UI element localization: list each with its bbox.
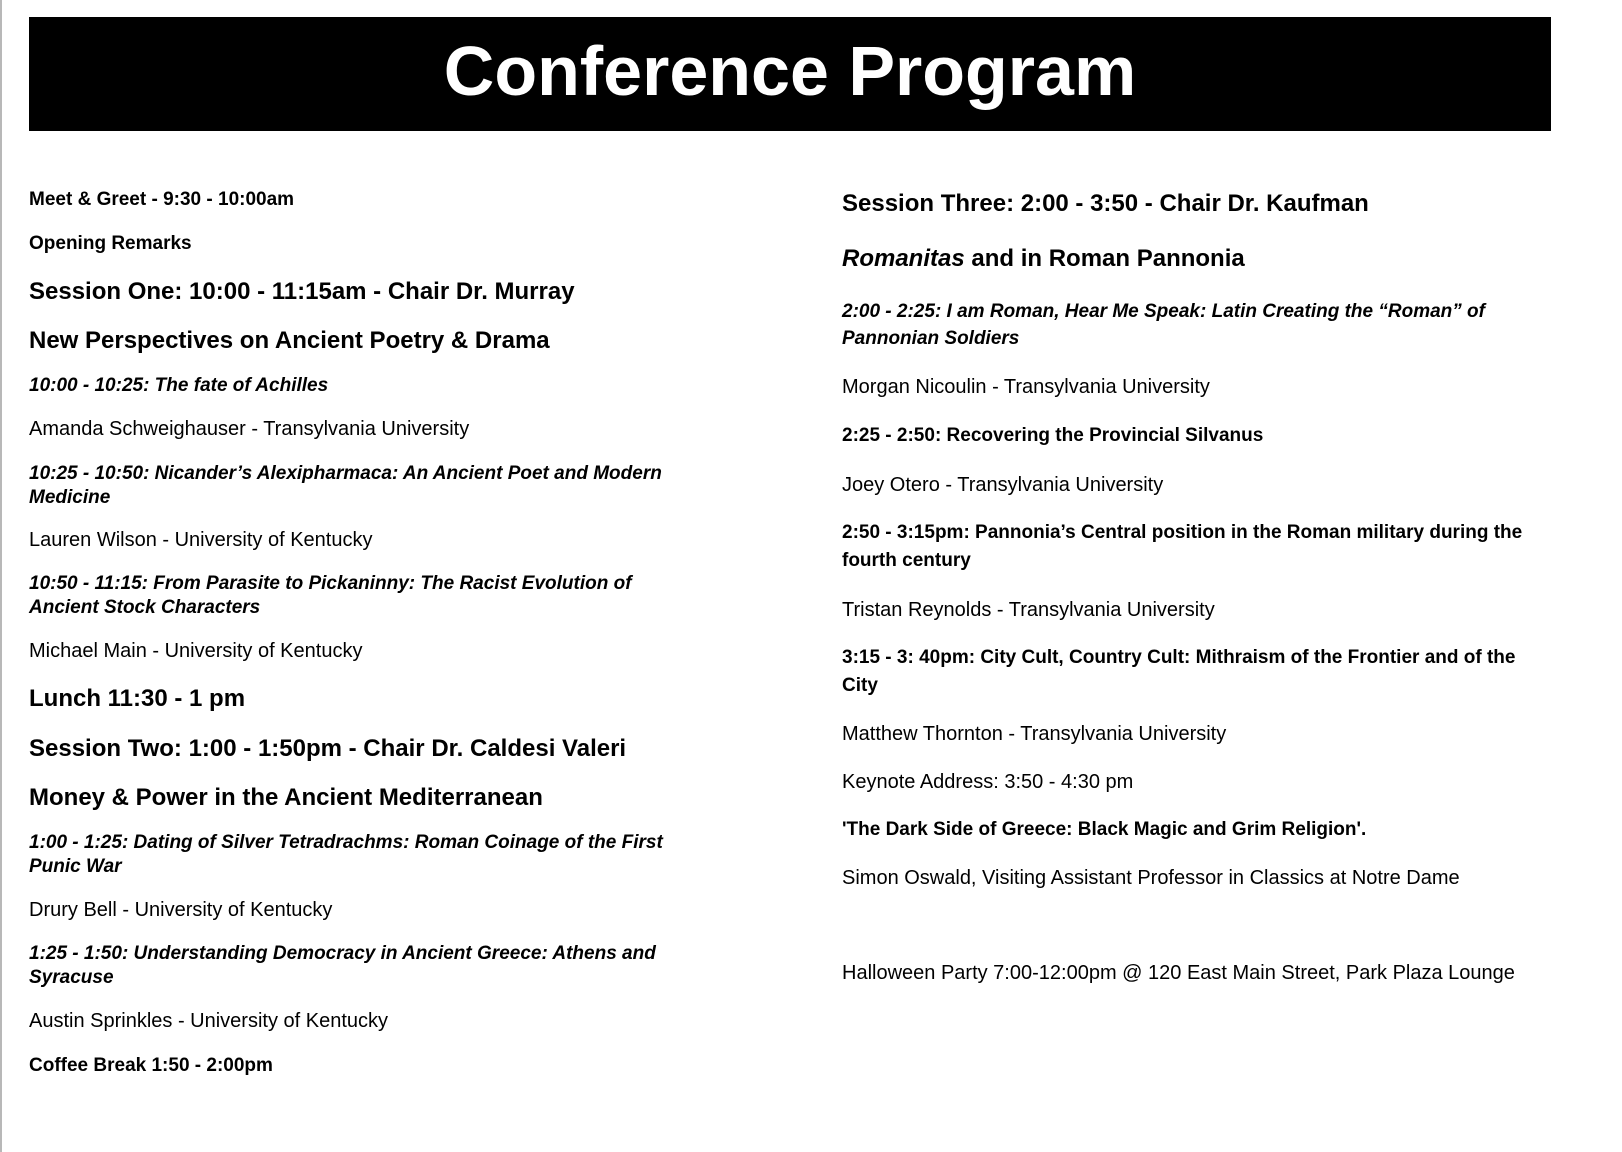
session-two-heading: Session Two: 1:00 - 1:50pm - Chair Dr. Caldesi Valeri — [29, 735, 627, 762]
session-three-heading: Session Three: 2:00 - 3:50 - Chair Dr. Kaufman — [842, 190, 1369, 217]
talk-title: 10:00 - 10:25: The fate of Achilles — [29, 375, 329, 396]
session-one-heading: Session One: 10:00 - 11:15am - Chair Dr. Murray — [29, 278, 575, 305]
talk-speaker: Lauren Wilson - University of Kentucky — [29, 529, 373, 551]
session-three-theme-rest: and in Roman Pannonia — [964, 245, 1245, 272]
talk-title: 2:25 - 2:50: Recovering the Provincial Silvanus — [842, 425, 1264, 446]
session-three-theme-italic: Romanitas — [842, 245, 965, 272]
talk-speaker: Amanda Schweighauser - Transylvania University — [29, 418, 470, 440]
lunch-heading: Lunch 11:30 - 1 pm — [29, 685, 246, 712]
talk-speaker: Drury Bell - University of Kentucky — [29, 899, 333, 921]
keynote-speaker: Simon Oswald, Visiting Assistant Professor in Classics at Notre Dame — [842, 867, 1460, 889]
keynote-item: Keynote Address: 3:50 - 4:30 pm — [842, 771, 1134, 793]
opening-remarks-item: Opening Remarks — [29, 233, 192, 254]
talk-title: 10:50 - 11:15: From Parasite to Pickaninny: The Racist Evolution of Ancient Stock Characters — [29, 573, 632, 618]
talk-speaker: Matthew Thornton - Transylvania University — [842, 723, 1227, 745]
session-three-theme — [842, 245, 1245, 273]
talk-speaker: Joey Otero - Transylvania University — [842, 474, 1164, 496]
session-one-theme: New Perspectives on Ancient Poetry & Drama — [29, 327, 550, 354]
halloween-party-item: Halloween Party 7:00-12:00pm @ 120 East Main Street, Park Plaza Lounge — [842, 962, 1515, 984]
meet-greet-item: Meet & Greet - 9:30 - 10:00am — [29, 189, 295, 210]
coffee-break-item: Coffee Break 1:50 - 2:00pm — [29, 1055, 273, 1076]
talk-speaker: Morgan Nicoulin - Transylvania University — [842, 376, 1210, 398]
talk-speaker: Tristan Reynolds - Transylvania University — [842, 599, 1215, 621]
talk-speaker: Michael Main - University of Kentucky — [29, 640, 363, 662]
title-banner — [29, 17, 1551, 131]
session-two-theme: Money & Power in the Ancient Mediterranean — [29, 784, 543, 811]
talk-title: 1:25 - 1:50: Understanding Democracy in Ancient Greece: Athens and Syracuse — [29, 943, 656, 988]
page-title: Conference Program — [443, 32, 1137, 110]
talk-title: 1:00 - 1:25: Dating of Silver Tetradrachms: Roman Coinage of the First Punic War — [29, 832, 663, 877]
talk-title: 10:25 - 10:50: Nicander’s Alexipharmaca: An Ancient Poet and Modern Medicine — [29, 463, 662, 508]
talk-title: 2:00 - 2:25: I am Roman, Hear Me Speak: Latin Creating the “Roman” of Pannonian Soldiers — [842, 301, 1485, 349]
talk-title: 2:50 - 3:15pm: Pannonia’s Central position in the Roman military during the fourth century — [842, 522, 1523, 571]
talk-title: 3:15 - 3: 40pm: City Cult, Country Cult: Mithraism of the Frontier and of the City — [842, 647, 1516, 696]
talk-speaker: Austin Sprinkles - University of Kentucky — [29, 1010, 389, 1032]
keynote-title: 'The Dark Side of Greece: Black Magic and Grim Religion'. — [842, 819, 1367, 840]
page-left-border — [0, 0, 2, 1152]
